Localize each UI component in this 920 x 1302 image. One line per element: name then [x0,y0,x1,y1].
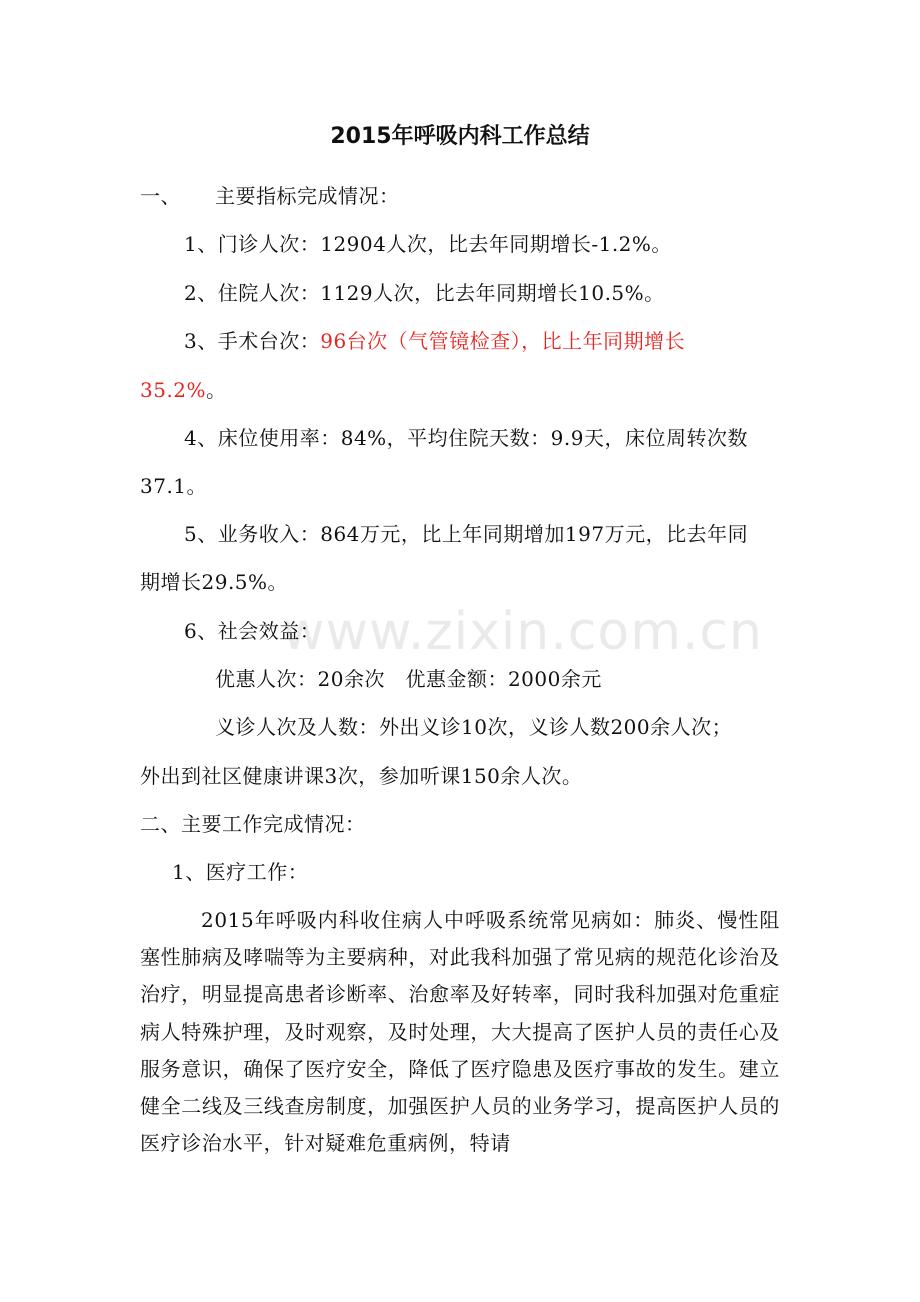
social-benefit-clinic-line1: 义诊人次及人数：外出义诊10次，义诊人数200余人次； [215,715,733,739]
section-1-title: 主要指标完成情况： [215,184,400,208]
section-1-number: 一、 [140,184,181,208]
indicator-surgery-line2 [140,376,227,404]
document-title: 2015年呼吸内科工作总结 [330,124,590,149]
indicator-revenue-line2: 期增长29.5%。 [140,570,289,594]
indicator-revenue-line1: 5、业务收入：864万元，比上年同期增加197万元，比去年同 [184,522,749,546]
social-benefit-clinic-line2: 外出到社区健康讲课3次，参加听课150余人次。 [140,764,583,788]
indicator-surgery-label: 3、手术台次： [184,329,321,353]
section-1-heading [140,182,400,210]
indicator-surgery-highlight: 96台次（气管镜检查），比上年同期增长 [320,329,686,353]
indicator-social-benefit: 6、社会效益： [184,619,321,643]
medical-work-paragraph: 2015年呼吸内科收住病人中呼吸系统常见病如：肺炎、慢性阻塞性肺病及哮喘等为主要病种，对此我科加强了常见病的规范化诊治及治疗，明显提高患者诊断率、治愈率及好转率，同时我科加强对危重症病人特殊护理，及时观察，及时处理，大大提高了医护人员的责任心及服务意识，确保了医疗安全，降低了医疗隐患及医疗事故的发生。建立健全二线及三线查房制度，加强医护人员的业务学习，提高医护人员的医疗诊治水平，针对疑难危重病例，特请 [140,908,780,1156]
watermark: www.zixin.com.cn [282,602,763,662]
indicator-bed-usage-line1: 4、床位使用率：84%，平均住院天数：9.9天，床位周转次数 [184,426,748,450]
section-2-subheading-medical: 1、医疗工作： [172,860,309,884]
section-2-heading: 二、主要工作完成情况： [140,812,366,836]
indicator-outpatient: 1、门诊人次：12904人次，比去年同期增长-1.2%。 [184,232,672,256]
indicator-surgery-period: 。 [206,378,227,402]
social-benefit-discount: 优惠人次：20余次 优惠金额：2000余元 [215,667,602,691]
indicator-bed-usage-line2: 37.1。 [140,474,208,498]
indicator-surgery-highlight-rate: 35.2% [140,378,207,402]
indicator-surgery-line1 [184,327,685,355]
indicator-inpatient: 2、住院人次：1129人次，比去年同期增长10.5%。 [184,281,665,305]
